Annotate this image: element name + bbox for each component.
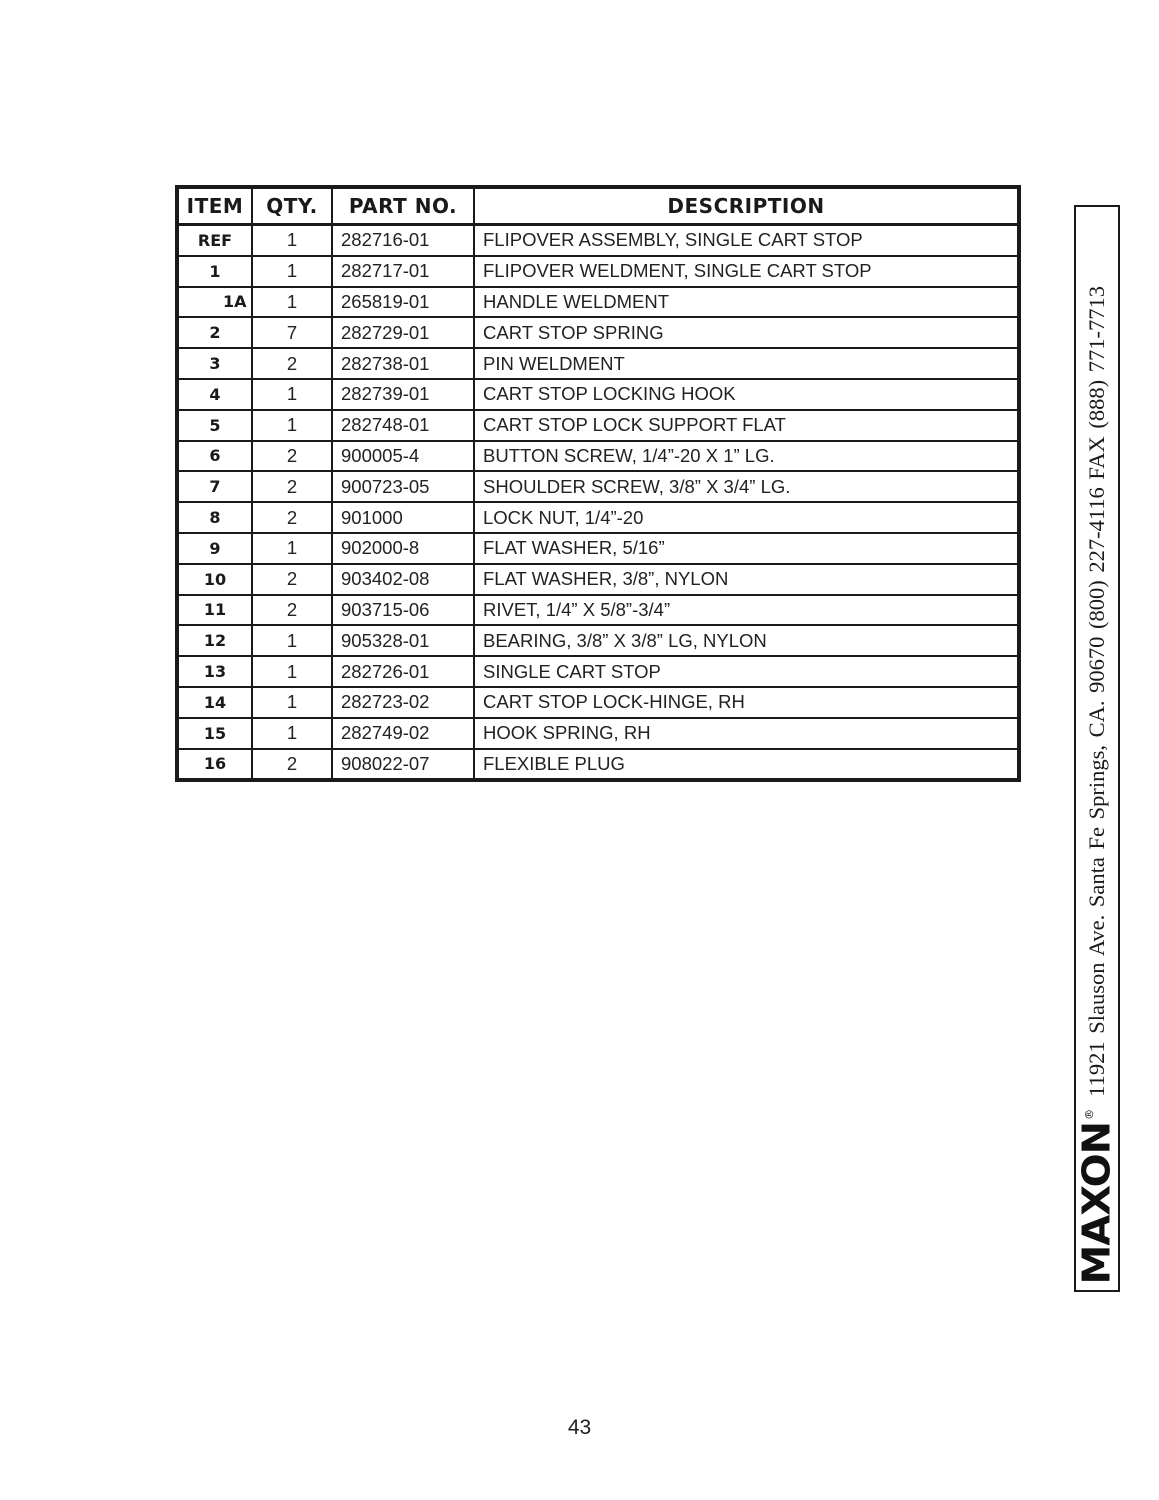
part-number-cell: 282723-02 [332,687,474,718]
qty-cell: 1 [252,256,332,287]
header-item: ITEM [177,187,252,225]
part-number-cell: 282748-01 [332,410,474,441]
qty-cell: 1 [252,379,332,410]
description-cell: BUTTON SCREW, 1/4”-20 X 1” LG. [474,441,1019,472]
table-row [177,718,1019,749]
description-cell: RIVET, 1/4” X 5/8”-3/4” [474,595,1019,626]
sidebar-text-strip [1074,205,1120,1292]
part-number-cell: 903715-06 [332,595,474,626]
company-address: 11921 Slauson Ave. Santa Fe Springs, CA. 90670 (800) 227-4116 FAX (888) 771-7713 [1084,285,1109,1097]
item-cell: 5 [177,410,252,441]
parts-list-table [175,185,1021,782]
table-row [177,410,1019,441]
maxon-logo: MAXON [1075,1121,1119,1284]
table-row [177,348,1019,379]
header-qty: QTY. [252,187,332,225]
part-number-cell: 902000-8 [332,533,474,564]
part-number-cell: 282739-01 [332,379,474,410]
item-cell: 13 [177,656,252,687]
part-number-cell: 900723-05 [332,471,474,502]
part-number-cell: 282726-01 [332,656,474,687]
description-cell: FLIPOVER ASSEMBLY, SINGLE CART STOP [474,225,1019,256]
description-cell: FLAT WASHER, 3/8”, NYLON [474,564,1019,595]
qty-cell: 1 [252,656,332,687]
qty-cell: 2 [252,502,332,533]
qty-cell: 1 [252,718,332,749]
description-cell: CART STOP LOCK SUPPORT FLAT [474,410,1019,441]
registered-mark: ® [1082,1108,1096,1120]
table-row [177,471,1019,502]
page-number: 43 [567,1416,592,1439]
part-number-cell: 282749-02 [332,718,474,749]
qty-cell: 7 [252,317,332,348]
part-number-cell: 905328-01 [332,625,474,656]
item-cell: 11 [177,595,252,626]
item-cell: 1A [177,287,252,318]
table-row [177,287,1019,318]
part-number-cell: 908022-07 [332,749,474,781]
description-cell: LOCK NUT, 1/4”-20 [474,502,1019,533]
qty-cell: 2 [252,564,332,595]
description-cell: HANDLE WELDMENT [474,287,1019,318]
part-number-cell: 901000 [332,502,474,533]
item-cell: 7 [177,471,252,502]
part-number-cell: 900005-4 [332,441,474,472]
qty-cell: 2 [252,471,332,502]
header-description: DESCRIPTION [474,187,1019,225]
item-cell: 12 [177,625,252,656]
company-sidebar [1074,205,1120,1292]
part-number-cell: 282729-01 [332,317,474,348]
item-cell: 14 [177,687,252,718]
item-cell: 15 [177,718,252,749]
qty-cell: 1 [252,287,332,318]
item-cell: REF [177,225,252,256]
item-cell: 8 [177,502,252,533]
table-row [177,625,1019,656]
qty-cell: 1 [252,687,332,718]
qty-cell: 1 [252,533,332,564]
description-cell: CART STOP SPRING [474,317,1019,348]
part-number-cell: 282738-01 [332,348,474,379]
qty-cell: 1 [252,410,332,441]
item-cell: 6 [177,441,252,472]
table-row [177,379,1019,410]
header-part-no: PART NO. [332,187,474,225]
description-cell: FLAT WASHER, 5/16” [474,533,1019,564]
table-row [177,533,1019,564]
description-cell: FLIPOVER WELDMENT, SINGLE CART STOP [474,256,1019,287]
table-row [177,502,1019,533]
item-cell: 3 [177,348,252,379]
description-cell: PIN WELDMENT [474,348,1019,379]
qty-cell: 1 [252,625,332,656]
item-cell: 9 [177,533,252,564]
table-row [177,317,1019,348]
description-cell: BEARING, 3/8” X 3/8” LG, NYLON [474,625,1019,656]
table-row [177,225,1019,256]
item-cell: 1 [177,256,252,287]
part-number-cell: 903402-08 [332,564,474,595]
item-cell: 16 [177,749,252,781]
table-row [177,441,1019,472]
table-row [177,256,1019,287]
table-body [177,225,1019,781]
description-cell: HOOK SPRING, RH [474,718,1019,749]
description-cell: FLEXIBLE PLUG [474,749,1019,781]
table-row [177,656,1019,687]
qty-cell: 2 [252,441,332,472]
table-row [177,687,1019,718]
qty-cell: 2 [252,749,332,781]
part-number-cell: 282716-01 [332,225,474,256]
description-cell: SINGLE CART STOP [474,656,1019,687]
qty-cell: 1 [252,225,332,256]
table-header-row [177,187,1019,225]
item-cell: 10 [177,564,252,595]
table-row [177,564,1019,595]
table-row [177,595,1019,626]
item-cell: 4 [177,379,252,410]
description-cell: SHOULDER SCREW, 3/8” X 3/4” LG. [474,471,1019,502]
item-cell: 2 [177,317,252,348]
table-row [177,749,1019,781]
description-cell: CART STOP LOCK-HINGE, RH [474,687,1019,718]
part-number-cell: 282717-01 [332,256,474,287]
qty-cell: 2 [252,348,332,379]
part-number-cell: 265819-01 [332,287,474,318]
description-cell: CART STOP LOCKING HOOK [474,379,1019,410]
qty-cell: 2 [252,595,332,626]
